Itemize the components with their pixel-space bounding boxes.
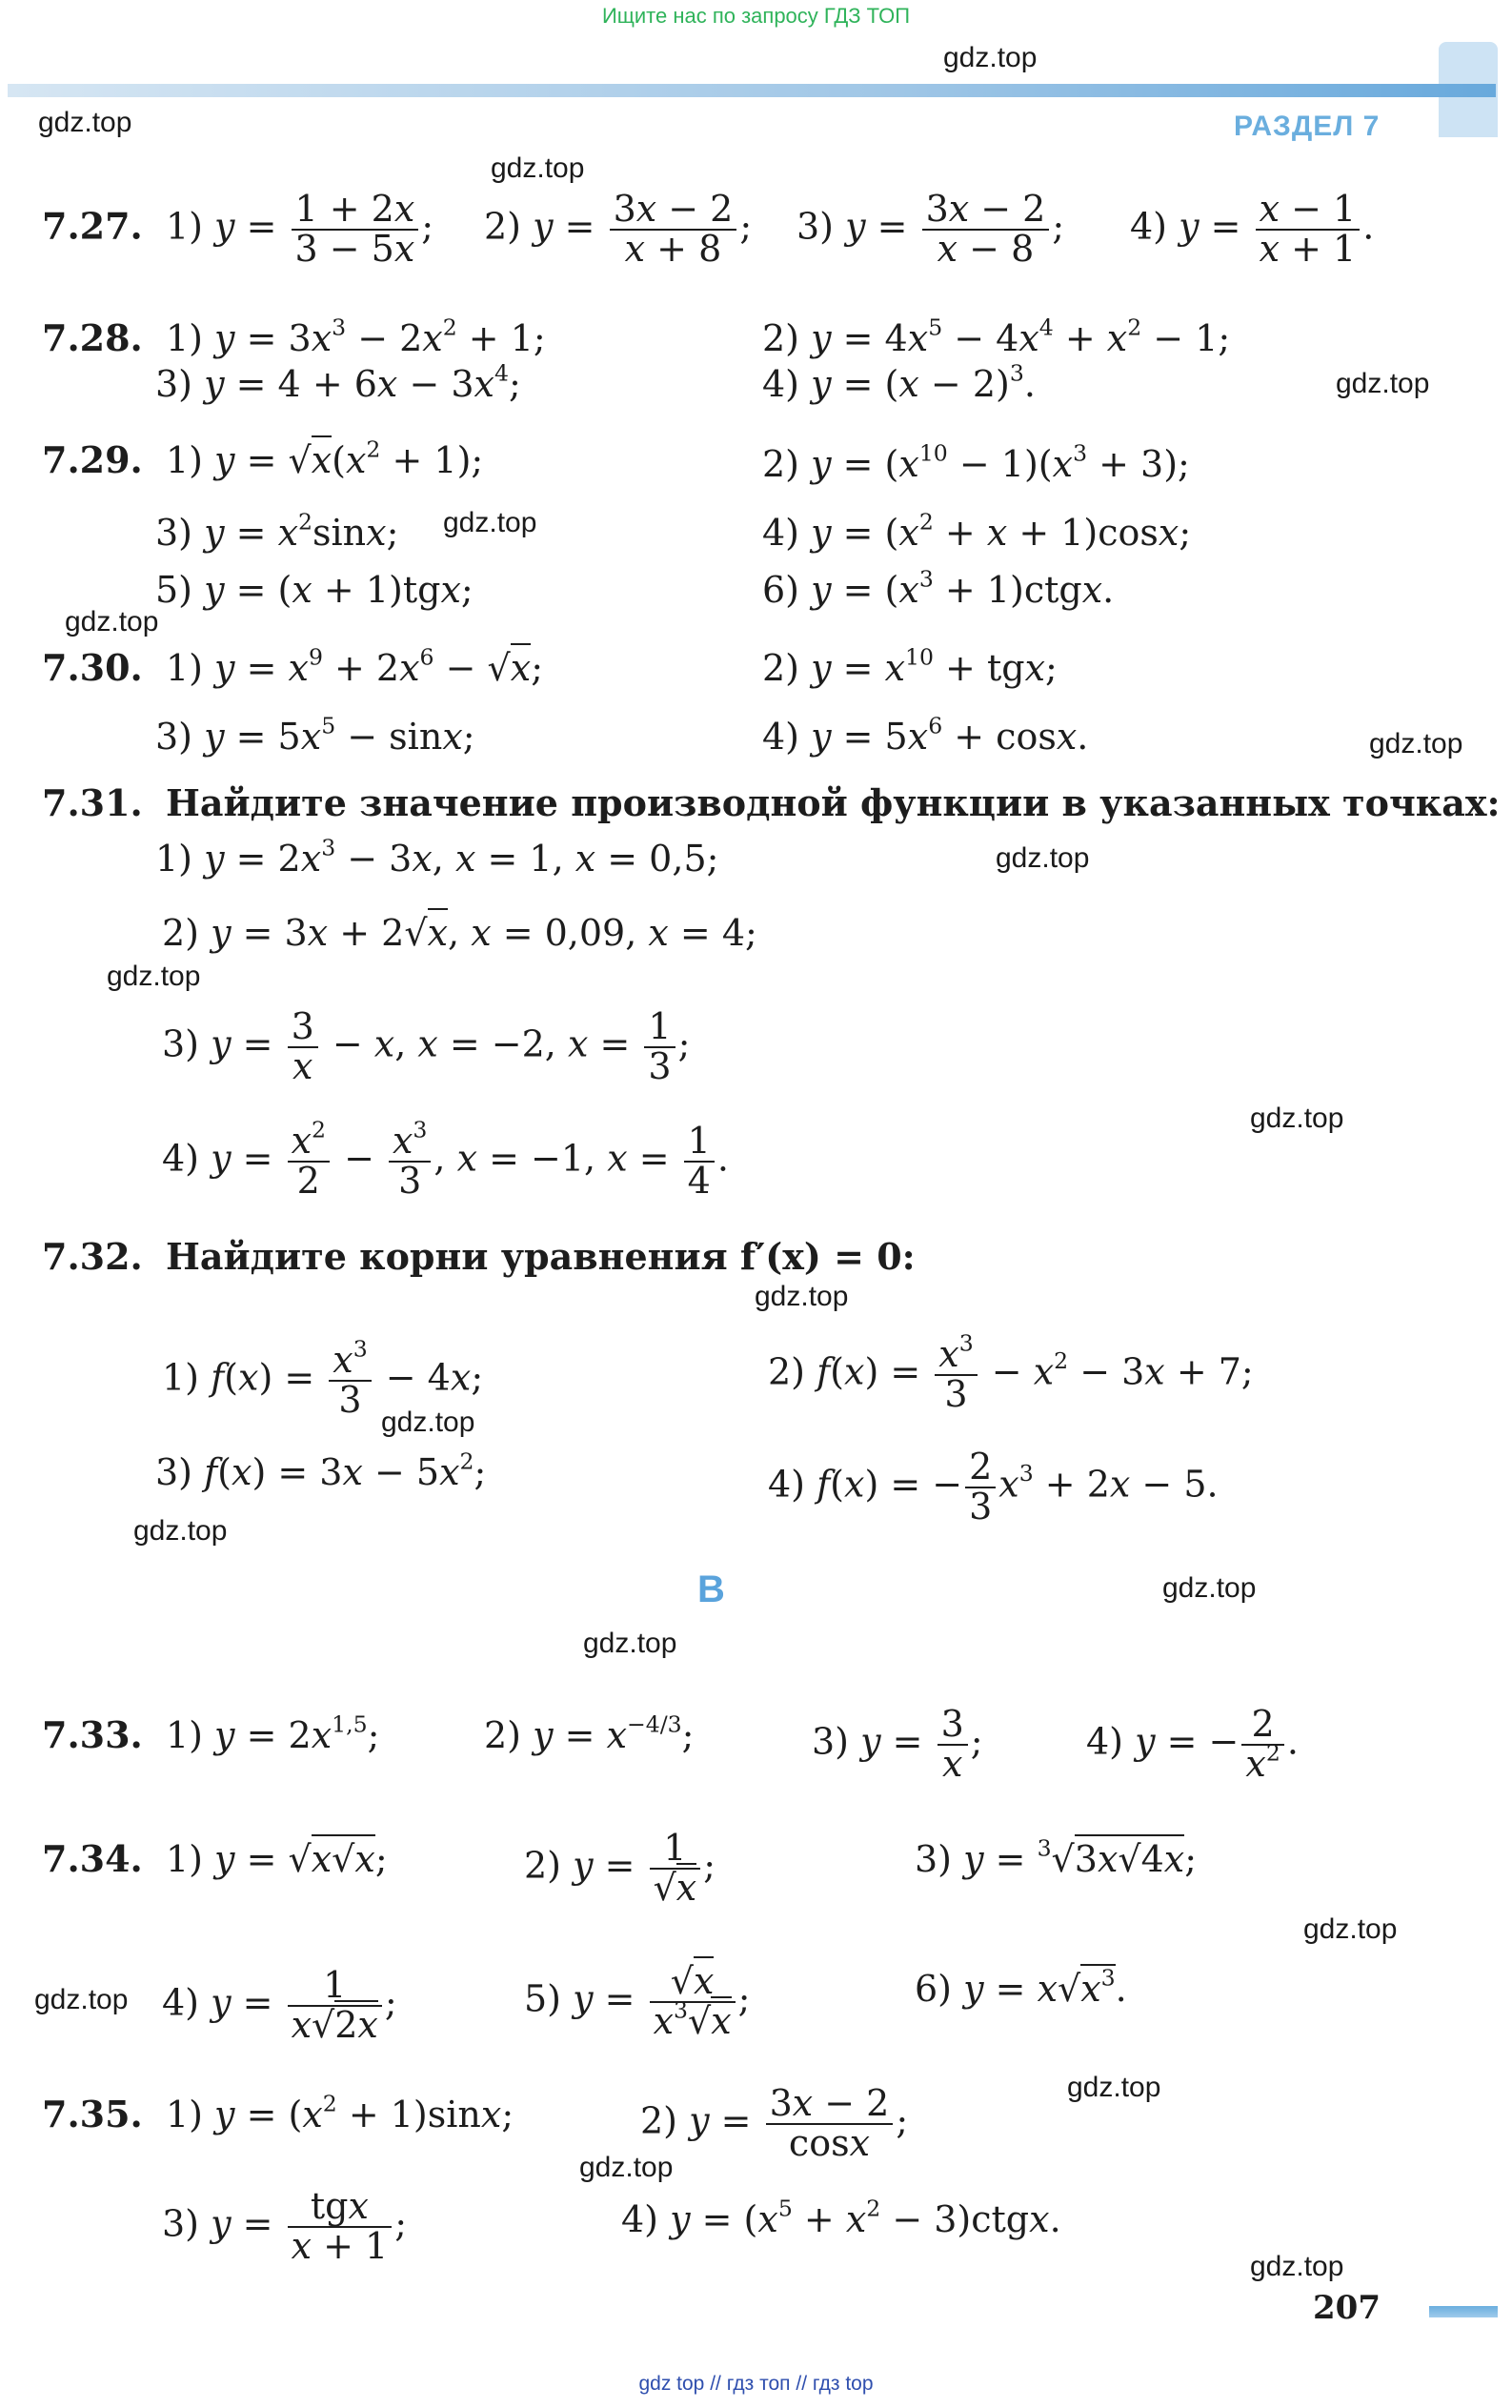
problem-number: 7.28. xyxy=(42,316,143,359)
problem-7-29: 7.29. 1) $y = √x(x^2 + 1)$; xyxy=(42,435,484,481)
problem-7-32-3: 3) $f(x) = 3x - 5x^2$; xyxy=(155,1447,487,1493)
problem-7-32-4: 4) f(x) = − $\frac{2}{3}$ $x^3 + 2x - 5$. xyxy=(768,1446,1219,1528)
problem-7-29-4: 4) $y = (x^2 + x + 1)\cos x$; xyxy=(762,508,1192,554)
problem-number: 7.34. xyxy=(42,1837,143,1880)
page-number: 207 xyxy=(1313,2289,1381,2327)
problem-7-34-3: 3) y = $^3$√3x√4x; xyxy=(915,1834,1198,1880)
problem-7-35-3: 3) y = $\frac{\text{tgx}}{x + 1}$ ; xyxy=(162,2185,407,2267)
problem-7-35: 7.35. 1) $y = (x^2 + 1)\sin x$; xyxy=(42,2090,514,2135)
watermark: gdz.top xyxy=(1067,2072,1161,2103)
problem-7-33-3: 3) y = $\frac{3}{x}$ ; xyxy=(812,1703,983,1785)
problem-7-27-4: 4) y = $\frac{x - 1}{x + 1}$ . xyxy=(1130,188,1375,270)
top-note[interactable]: Ищите нас по запросу ГДЗ ТОП xyxy=(601,4,911,28)
page-number-bar xyxy=(1429,2306,1498,2317)
problem-7-35-2: 2) y = $\frac{3x - 2}{\cos x}$ ; xyxy=(640,2082,909,2164)
watermark: gdz.top xyxy=(1369,728,1463,759)
problem-7-33-4: 4) y = − $\frac{2}{x^2}$ . xyxy=(1086,1703,1299,1785)
problem-7-29-2: 2) $y = (x^{10} - 1)(x^3 + 3)$; xyxy=(762,439,1190,485)
watermark: gdz.top xyxy=(34,1984,129,2015)
problem-number: 7.29. xyxy=(42,438,143,481)
watermark: gdz.top xyxy=(943,42,1038,73)
problem-7-31 xyxy=(42,781,1501,825)
problem-text: Найдите значение производной функции в указанных точках: xyxy=(165,781,1501,824)
problem-7-27-2: 2) y = $\frac{3x - 2}{x + 8}$ ; xyxy=(484,188,753,270)
problem-7-29-6: 6) $y = (x^3$ + 1)ctgx. xyxy=(762,565,1115,611)
problem-7-33-2: 2) $y = x^{-4/3}$; xyxy=(484,1710,695,1756)
watermark: gdz.top xyxy=(1162,1572,1257,1604)
header-band xyxy=(8,84,1496,97)
watermark: gdz.top xyxy=(107,961,201,992)
problem-7-34-5: 5) y = $\frac{√x}{x^3√x}$ ; xyxy=(524,1963,750,2041)
watermark: gdz.top xyxy=(583,1628,677,1659)
problem-7-27: 7.27. 1) y = $\frac{1 + 2x}{3 - 5x}$ ; xyxy=(42,188,434,270)
problem-number: 7.32. xyxy=(42,1235,143,1278)
problem-7-31-1: 1) $y = 2x^3 - 3x$, x = 1, x = 0,5; xyxy=(155,834,719,880)
problem-7-28-2: 2) $y = 4x^5 - 4x^4 + x^2 - 1$; xyxy=(762,314,1231,359)
problem-7-31-3: 3) y = $\frac{3}{x}$ − x, x = −2, x = $\frac{1}{3}$ ; xyxy=(162,1005,691,1087)
watermark: gdz.top xyxy=(755,1281,849,1312)
watermark: gdz.top xyxy=(38,107,132,138)
problem-number: 7.27. xyxy=(42,204,143,248)
watermark: gdz.top xyxy=(443,507,537,538)
watermark: gdz.top xyxy=(579,2152,674,2183)
problem-7-32 xyxy=(42,1235,916,1279)
problem-7-31-4: 4) y = $\frac{x^2}{2}$ − $\frac{x^3}{3}$ , x = −1, x = $\frac{1}{4}$ . xyxy=(162,1116,729,1202)
problem-7-28: 7.28. 1) $y = 3x^3 - 2x^2 + 1$; xyxy=(42,314,546,359)
problem-7-27-3: 3) y = $\frac{3x - 2}{x - 8}$ ; xyxy=(796,188,1065,270)
section-letter: B xyxy=(697,1568,725,1610)
watermark: gdz.top xyxy=(1250,1103,1344,1134)
problem-text: Найдите корни уравнения f′(x) = 0: xyxy=(165,1235,916,1278)
problem-7-34-6: 6) $y = x√x^3$. xyxy=(915,1964,1127,2010)
watermark: gdz.top xyxy=(1336,368,1430,399)
watermark: gdz.top xyxy=(133,1515,228,1547)
problem-7-32-1: 1) f(x) = $\frac{x^3}{3}$ − 4x; xyxy=(162,1335,484,1421)
problem-7-34-2: 2) y = $\frac{1}{√x}$ ; xyxy=(524,1827,716,1909)
problem-7-31-2: 2) y = 3x + 2√x, x = 0,09, x = 4; xyxy=(162,911,757,955)
bottom-note[interactable]: gdz top // гдз топ // гдз top xyxy=(638,2373,874,2395)
watermark: gdz.top xyxy=(65,606,159,637)
problem-7-29-3: 3) $y = x^2\sin x$; xyxy=(155,508,399,554)
problem-7-33: 7.33. 1) $y = 2x^{1,5}$; xyxy=(42,1710,380,1756)
problem-7-30-3: 3) $y = 5x^5 - \sin x$; xyxy=(155,712,475,758)
problem-number: 7.30. xyxy=(42,646,143,689)
section-label: РАЗДЕЛ 7 xyxy=(1234,111,1381,142)
watermark: gdz.top xyxy=(1250,2251,1344,2282)
problem-7-28-3: 3) $y = 4 + 6x - 3x^4$; xyxy=(155,359,521,405)
problem-7-34: 7.34. 1) y = √x√x; xyxy=(42,1837,388,1881)
problem-7-30-2: 2) $y = x^{10}$ + tgx; xyxy=(762,643,1058,689)
problem-7-32-2: 2) f(x) = $\frac{x^3}{3}$ − $x^2 - 3x + 7$; xyxy=(768,1329,1254,1415)
problem-7-35-4: 4) $y = (x^5 + x^2$ − 3)ctgx. xyxy=(621,2195,1061,2240)
watermark: gdz.top xyxy=(381,1406,475,1438)
problem-7-34-4: 4) y = $\frac{1}{x√2x}$ ; xyxy=(162,1964,397,2046)
problem-7-30-4: 4) $y = 5x^6 + \cos x$. xyxy=(762,712,1089,758)
problem-7-30: 7.30. 1) $y = x^9 + 2x^6 - √x$; xyxy=(42,643,543,689)
problem-7-29-5: 5) y = (x + 1)tgx; xyxy=(155,569,474,611)
problem-number: 7.33. xyxy=(42,1713,143,1756)
watermark: gdz.top xyxy=(996,842,1090,874)
watermark: gdz.top xyxy=(1303,1913,1398,1945)
watermark: gdz.top xyxy=(491,152,585,184)
problem-7-28-4: 4) $y = (x - 2)^3$. xyxy=(762,359,1036,405)
problem-number: 7.35. xyxy=(42,2093,143,2135)
problem-number: 7.31. xyxy=(42,781,143,824)
